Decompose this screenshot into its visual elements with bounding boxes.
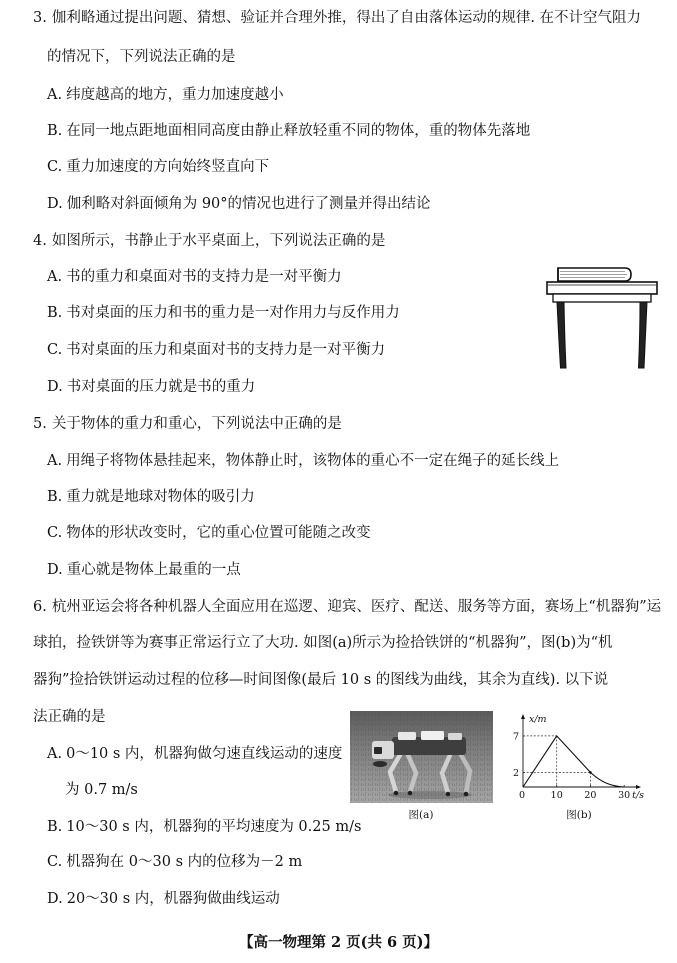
q6-option-a: [47, 744, 342, 764]
option-label: D.: [47, 562, 63, 578]
displacement-time-graph: [505, 710, 652, 805]
option-label: A.: [47, 453, 63, 469]
x-tick-label: 10: [550, 790, 563, 801]
option-label: C.: [47, 342, 63, 358]
q3-option-d: [47, 194, 431, 214]
option-label: D.: [47, 196, 63, 212]
x-axis-label: t/s: [632, 790, 645, 801]
option-text: 纬度越高的地方，重力加速度越小: [66, 87, 284, 103]
figure-b-caption: 图(b): [566, 809, 592, 821]
option-text: 书的重力和桌面对书的支持力是一对平衡力: [66, 269, 342, 285]
q4-option-b: [47, 303, 400, 323]
book: [558, 268, 631, 281]
option-label: B.: [47, 305, 63, 321]
table-apron: [553, 294, 651, 302]
q6-option-b: [47, 817, 361, 837]
q4-stem-line-1: [33, 231, 385, 251]
table-leg-left: [557, 302, 566, 368]
option-label: A.: [47, 269, 63, 285]
option-text: 重力就是地球对物体的吸引力: [66, 489, 255, 505]
robot-panel: [448, 733, 462, 740]
q4-option-d: [47, 377, 255, 397]
option-text: 为 0.7 m/s: [65, 782, 138, 798]
q6-stem-line-1: [33, 597, 661, 617]
book-on-table-figure: [545, 264, 659, 370]
option-text: 重力加速度的方向始终竖直向下: [66, 159, 270, 175]
option-text: 物体的形状改变时，它的重心位置可能随之改变: [66, 525, 371, 541]
option-text: 用绳子将物体悬挂起来，物体静止时，该物体的重心不一定在绳子的延长线上: [66, 453, 560, 469]
q6-stem-text: 法正确的是: [33, 709, 106, 725]
robot-dog-photo: [350, 711, 493, 803]
grass-texture: [350, 711, 493, 803]
q6-number: 6.: [33, 599, 47, 615]
y-axis-arrow: [521, 714, 525, 719]
option-text: 机器狗在 0～30 s 内的位移为－2 m: [66, 854, 303, 870]
option-text: 书对桌面的压力和书的重力是一对作用力与反作用力: [66, 305, 400, 321]
q5-option-d: [47, 560, 241, 580]
q3-stem-line-2: [47, 47, 236, 67]
option-label: A.: [47, 87, 63, 103]
x-tick-label: 0: [518, 790, 526, 801]
q3-stem-text: 的情况下，下列说法正确的是: [47, 49, 236, 65]
option-text: 20～30 s 内，机器狗做曲线运动: [66, 891, 280, 907]
q6-stem-text: 球拍，捡铁饼等为赛事正常运行立了大功. 如图(a)所示为捡拾铁饼的“机器狗”，图(b)为“机: [33, 635, 613, 651]
x-tick-label: 20: [584, 790, 597, 801]
option-text: 伽利略对斜面倾角为 90°的情况也进行了测量并得出结论: [66, 196, 431, 212]
displacement-curve: [590, 772, 624, 787]
q4-option-a: [47, 267, 342, 287]
robot-shadow: [388, 791, 472, 799]
y-tick-label: 7: [512, 731, 519, 743]
option-label: B.: [47, 123, 63, 139]
q5-option-a: [47, 451, 559, 471]
q5-stem-text: 关于物体的重力和重心，下列说法中正确的是: [51, 416, 342, 432]
option-text: 10～30 s 内，机器狗的平均速度为 0.25 m/s: [66, 819, 362, 835]
q3-number: 3.: [33, 10, 47, 26]
option-text: 重心就是物体上最重的一点: [66, 562, 241, 578]
x-axis-arrow: [636, 785, 641, 789]
q6-stem-line-4: [33, 707, 106, 727]
option-label: C.: [47, 854, 63, 870]
option-label: D.: [47, 891, 63, 907]
q6-stem-line-2: [33, 633, 613, 653]
table-top: [547, 282, 657, 294]
q3-option-b: [47, 121, 530, 141]
curve-start-point: [589, 771, 592, 774]
page-footer: 【高一物理第 2 页(共 6 页)】: [238, 934, 439, 951]
q4-option-c: [47, 340, 385, 360]
q5-option-b: [47, 487, 255, 507]
q6-stem-text: 杭州亚运会将各种机器人全面应用在巡逻、迎宾、医疗、配送、服务等方面，赛场上“机器狗”运: [51, 599, 662, 615]
option-label: B.: [47, 819, 63, 835]
option-label: D.: [47, 379, 63, 395]
discus: [373, 761, 387, 767]
q6-stem-line-3: [33, 670, 608, 690]
option-text: 在同一地点距地面相同高度由静止释放轻重不同的物体，重的物体先落地: [66, 123, 531, 139]
q6-option-a-line-2: [65, 780, 138, 800]
option-label: C.: [47, 525, 63, 541]
robot-panel: [421, 731, 444, 740]
y-tick-label: 2: [512, 767, 519, 779]
q4-stem-text: 如图所示，书静止于水平桌面上，下列说法正确的是: [51, 233, 386, 249]
q5-option-c: [47, 523, 371, 543]
y-axis-label: x/m: [529, 714, 547, 725]
robot-panel: [398, 732, 416, 740]
option-label: C.: [47, 159, 63, 175]
robot-face: [374, 747, 382, 754]
option-text: 书对桌面的压力就是书的重力: [66, 379, 256, 395]
q6-option-d: [47, 889, 280, 909]
q6-option-c: [47, 852, 302, 872]
option-text: 书对桌面的压力和桌面对书的支持力是一对平衡力: [66, 342, 386, 358]
q5-stem-line-1: [33, 414, 342, 434]
option-label: A.: [47, 746, 63, 762]
q3-stem-line-1: [33, 8, 641, 28]
q6-stem-text: 器狗”捡拾铁饼运动过程的位移—时间图像(最后 10 s 的图线为曲线，其余为直线). 以下说: [33, 672, 609, 688]
option-label: B.: [47, 489, 63, 505]
q3-option-c: [47, 157, 269, 177]
q3-option-a: [47, 85, 284, 105]
q5-number: 5.: [33, 416, 47, 432]
figure-a-caption: 图(a): [408, 809, 434, 821]
q4-number: 4.: [33, 233, 47, 249]
option-text: 0～10 s 内，机器狗做匀速直线运动的速度: [66, 746, 343, 762]
q3-stem-text: 伽利略通过提出问题、猜想、验证并合理外推，得出了自由落体运动的规律. 在不计空气阻力: [51, 10, 642, 26]
x-tick-label: 30: [618, 790, 631, 801]
table-leg-right: [639, 302, 648, 368]
